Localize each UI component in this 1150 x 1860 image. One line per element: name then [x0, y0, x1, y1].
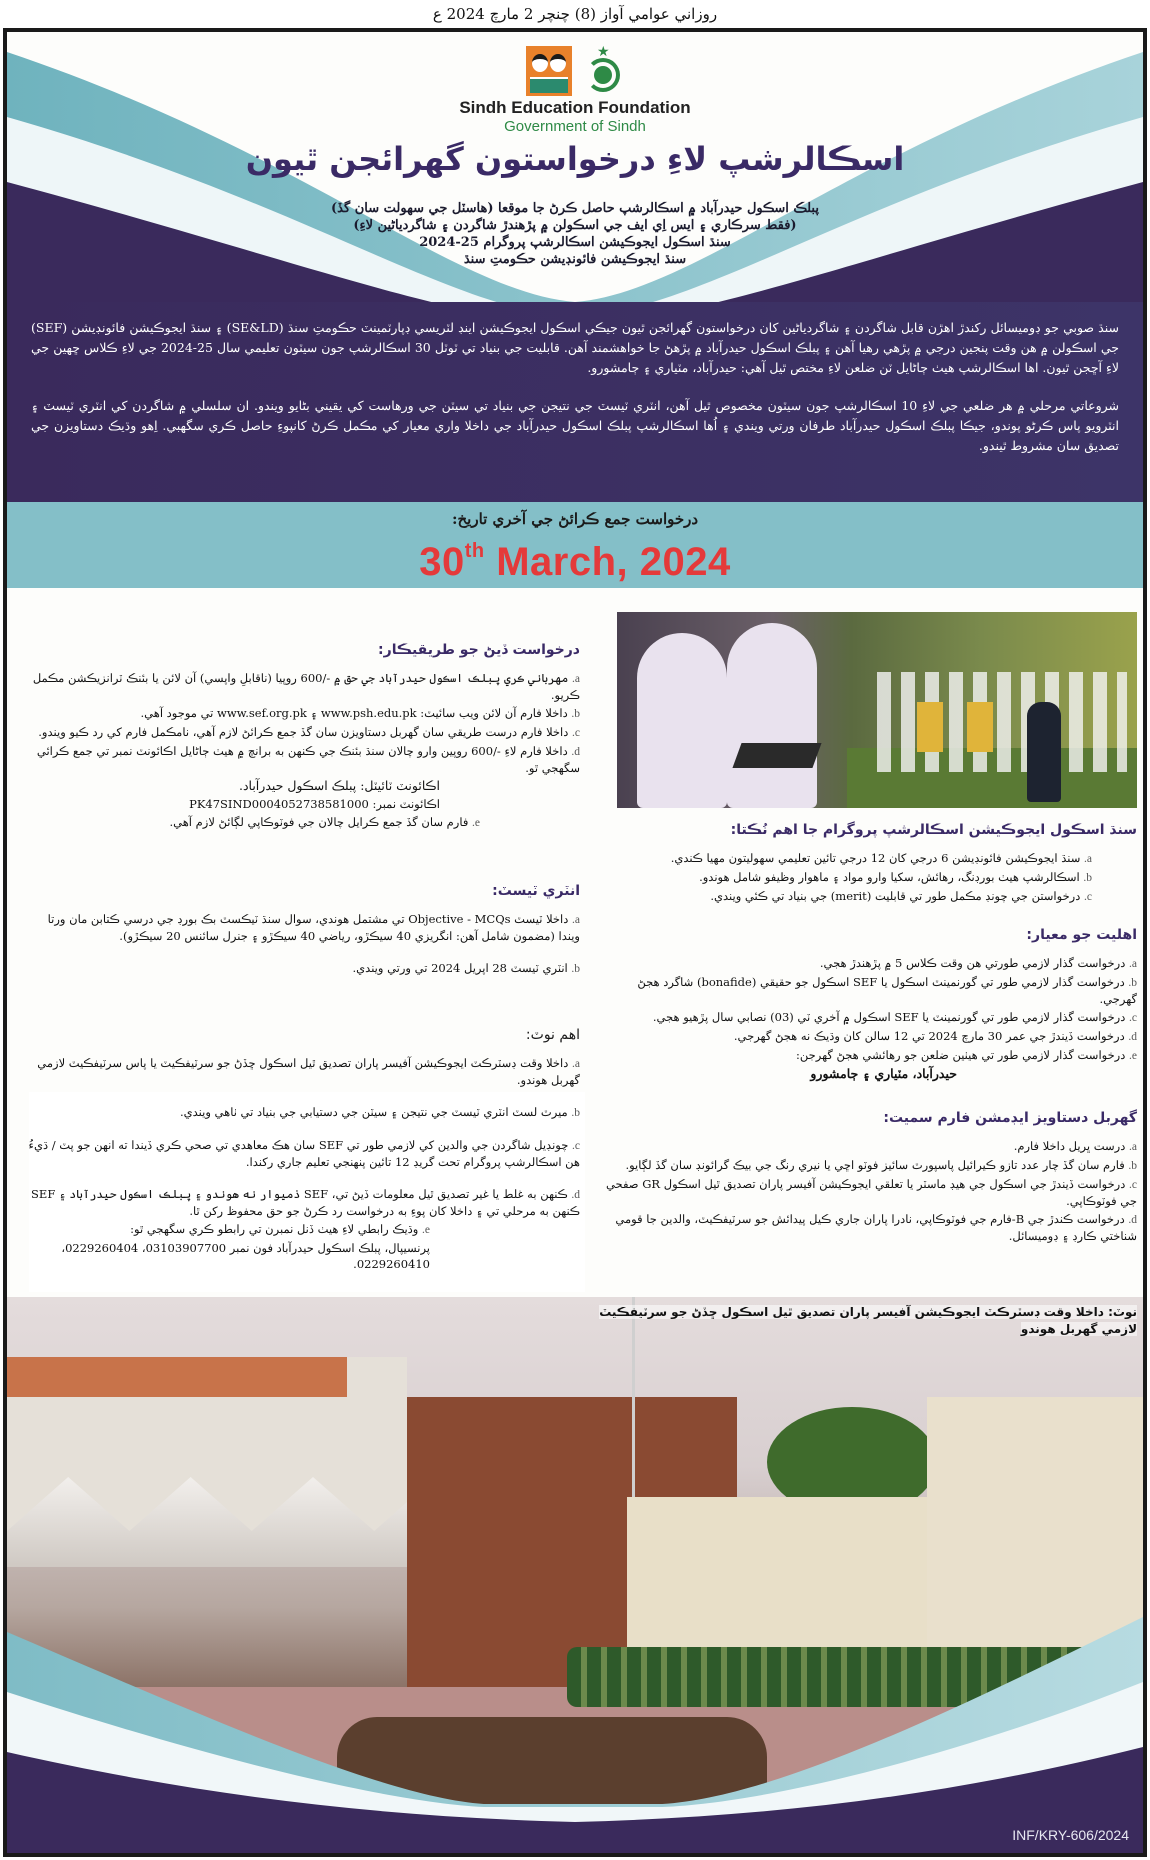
deadline-day: 30	[419, 540, 465, 584]
list-item: b. درخواست گذار لازمي طور تي گورنمينٽ اسڪول يا SEF اسڪول جو حقيقي (bonafide) شاگرد هجڻ گهرجي.	[637, 975, 1137, 1006]
entry-test-title: انٽري ٽيسٽ:	[492, 883, 580, 899]
deadline-month-year: March, 2024	[496, 540, 731, 584]
reference-code: INF/KRY-606/2024	[1012, 1827, 1129, 1843]
list-item: d. داخلا فارم لاءِ -/600 روپين وارو چالان سنڌ بئنڪ جي ڪنهن به برانچ ۾ هيٺ ڄاڻايل اڪائونٽ نمبر تي جمع ڪرائي سگهجي ٿو.	[36, 744, 580, 775]
subtitle-line: پبلڪ اسڪول حيدرآباد ۾ اسڪالرشپ حاصل ڪرڻ جا موقعا (هاسٽل جي سهولت سان گڏ)	[331, 201, 819, 216]
how-to-apply-title: درخواست ڏيڻ جو طريقيڪار:	[378, 642, 580, 658]
list-item: b. انٽري ٽيسٽ 28 اپريل 2024 تي ورتي ويندي.	[352, 961, 580, 975]
deadline-band	[7, 502, 1143, 588]
list-item: a. درست ڀريل داخلا فارم.	[1013, 1139, 1137, 1153]
list-item: a. درخواست گذار لازمي طورتي هن وقت ڪلاس 5 ۾ پڙهندڙ هجي.	[819, 956, 1137, 970]
list-item: e. فارم سان گڏ جمع ڪرايل چالان جي فوٽوڪاپي لڳائڻ لازم آهي.	[169, 815, 480, 829]
sindh-emblem-icon: ★	[582, 46, 624, 96]
list-item: b. ميرٽ لسٽ انٽري ٽيسٽ جي نتيجن ۽ سيٽن جي دستيابي جي بنياد تي ٺاهي ويندي.	[179, 1105, 580, 1119]
campus-photo	[7, 1297, 1143, 1857]
list-item: e. وڌيڪ رابطي لاءِ هيٺ ڏنل نمبرن تي رابطو ڪري سگهجي ٿو:	[130, 1222, 430, 1236]
intro-paragraph: شروعاتي مرحلي ۾ هر ضلعي جي لاءِ 10 اسڪالرشپ جون سيٽون مخصوص ٿيل آهن، انٽري ٽيسٽ جي نتيجن جي بنياد تي سيٽن جي ورهاست کي يقيني بڻايو ويندو. ان سلسلي ۾ شاگردن کي انٽري ٽيسٽ ۽ انٽرويو پاس ڪرڻو پوندو، جيڪا پبلڪ اسڪول حيدرآباد طرفان ورتي ويندي ۽ اُها اسڪالرشپ پبلڪ اسڪول حيدرآباد جي داخلا واري معيار کي مڪمل ڪرڻ کانپوءِ حاصل ڪري سگهبي. اِهو وڌيڪ دستاويزن جي تصديق سان مشروط ٿيندو.	[31, 398, 1120, 453]
footer-wave-decoration	[7, 1297, 1143, 1857]
list-item: c. درخواست ڏيندڙ جي اسڪول جي هيڊ ماسٽر يا تعلقي ايجوڪيشن آفيسر پاران تصديق ٿيل اسڪول GR صفحي جي فوٽوڪاپي.	[605, 1177, 1137, 1208]
account-title: اڪائونٽ ٽائيٽل: پبلڪ اسڪول حيدرآباد.	[238, 778, 440, 793]
list-item: a. مهرباني ڪري پبلڪ اسڪول حيدرآباد جي حق ۾ -/600 روپيا (ناقابلِ واپسي) آن لائن يا بئنڪ ٽرانزيڪشن مڪمل ڪريو.	[32, 671, 580, 702]
list-item: b. فارم سان گڏ چار عدد تازو ڪيرائيل پاسپورٽ سائيز فوٽو اڇي يا نيري رنگ جي بيڪ گرائونڊ سان گڏ لڳايو.	[625, 1158, 1137, 1172]
list-item: d. درخواست ڪندڙ جي B-فارم جي فوٽوڪاپي، نادرا پاران جاري ڪيل پيدائش جو سرٽيفڪيٽ، والدين جا قومي شناختي ڪارڊ ۽ ڊوميسائل.	[615, 1212, 1137, 1243]
sef-logo-icon	[526, 46, 572, 96]
org-subtitle: Government of Sindh	[504, 118, 646, 135]
list-item: d. ڪنهن به غلط يا غير تصديق ٿيل معلومات ڏيڻ تي، SEF ذميوار نه هوندو ۽ پبلڪ اسڪول حيدرآباد ۽ SEF ڪنهن به مرحلي تي ۽ داخلا کان پوءِ به درخواست رد ڪرڻ جو حق محفوظ رکن ٿا.	[31, 1187, 580, 1218]
logo-group	[7, 46, 1143, 96]
list-item: a. سنڌ ايجوڪيشن فائونڊيشن 6 درجي کان 12 درجي تائين تعليمي سهوليتون مهيا ڪندي.	[670, 851, 1092, 865]
list-item: e. درخواست گذار لازمي طور تي هيٺين ضلعن جو رهائشي هجڻ گهرجن:	[795, 1048, 1137, 1062]
list-item: c. درخواست گذار لازمي طور تي گورنمينٽ يا SEF اسڪول ۾ آخري ٽي (03) نصابي سال پڙهيو هجي.	[652, 1010, 1137, 1024]
newspaper-masthead: روزاني عوامي آواز (8) چنچر 2 مارچ 2024 ع	[432, 5, 718, 23]
list-item: c. داخلا فارم درست طريقي سان گهربل دستاويزن سان گڏ جمع ڪرائڻ لازم آهي، نامڪمل فارم کي رد ڪيو ويندو.	[38, 725, 580, 739]
subtitle-line: (فقط سرڪاري ۽ ايس اِي ايف جي اسڪولن ۾ پڙهندڙ شاگردن ۽ شاگردياڻين لاءِ)	[353, 218, 797, 233]
org-name: Sindh Education Foundation	[459, 98, 691, 117]
deadline-label: درخواست جمع ڪرائڻ جي آخري تاريخ:	[451, 510, 699, 528]
left-column	[25, 642, 580, 1274]
list-item: a. داخلا وقت ڊسٽرڪٽ ايجوڪيشن آفيسر پاران تصديق ٿيل اسڪول ڇڏڻ جو سرٽيفڪيٽ يا پاس سرٽيفڪيٽ لازمي گهربل هوندو.	[37, 1056, 580, 1087]
important-notes-title: اهم نوٽ:	[525, 1027, 580, 1043]
list-item: c. درخواستن جي چونڊ مڪمل طور تي قابليت (merit) جي بنياد تي ڪئي ويندي.	[710, 889, 1092, 903]
list-item: b. داخلا فارم آن لائن ويب سائيٽ: www.psh.edu.pk ۽ www.sef.org.pk تي موجود آهي.	[140, 706, 580, 720]
deadline-suffix: th	[464, 540, 485, 562]
required-documents-title: گهربل دستاويز ايڊمشن فارم سميت:	[883, 1110, 1137, 1126]
certificate-note: نوٽ: داخلا وقت ڊسٽرڪٽ ايجوڪيشن آفيسر پاران تصديق ٿيل اسڪول ڇڏڻ جو سرٽيفڪيٽ لازمي گهربل هوندو	[599, 1305, 1137, 1336]
deadline-date	[7, 528, 1143, 585]
subtitle-line: سنڌ اسڪول ايجوڪيشن اسڪالرشپ پروگرام 25-2024	[419, 235, 731, 250]
contact-phone-numbers: پرنسيپال، پبلڪ اسڪول حيدرآباد فون نمبر 03103907700، 0229260404، 0229260410.	[61, 1241, 430, 1271]
subtitle-line: سنڌ ايجوڪيشن فائونڊيشن حڪومتِ سنڌ	[463, 252, 687, 267]
account-number: اڪائونٽ نمبر: PK47SIND0004052738581000	[189, 797, 440, 811]
eligibility-title: اهليت جو معيار:	[1026, 927, 1137, 943]
eligible-districts: حيدرآباد، مٽياري ۽ ڄامشورو	[810, 1066, 957, 1081]
list-item: a. داخلا ٽيسٽ Objective - MCQs تي مشتمل هوندي، سوال سنڌ ٽيڪسٽ بڪ بورڊ جي درسي ڪتابن مان ورتا ويندا (مضمون شامل آهن: انگريزي 40 سيڪڙو، رياضي 40 سيڪڙو ۽ جنرل سائنس 20 سيڪڙو).	[47, 912, 580, 943]
header-subtitles	[7, 200, 1143, 268]
advertisement-page	[3, 28, 1147, 1857]
list-item: b. اسڪالرشپ هيٺ بورڊنگ، رهائش، سکيا وارو مواد ۽ ماهوار وظيفو شامل هوندو.	[699, 870, 1092, 884]
right-column	[597, 612, 1137, 1246]
list-item: c. چونڊيل شاگردن جي والدين کي لازمي طور تي SEF سان هڪ معاهدي تي صحي ڪري ڏيندا ته انهن جو پٽ / ڌيءُ هن اسڪالرشپ پروگرام تحت گريڊ 12 تائين پنهنجي تعليم جاري رکندا.	[28, 1138, 580, 1169]
list-item: d. درخواست ڏيندڙ جي عمر 30 مارچ 2024 تي 12 سالن کان وڌيڪ نه هجڻ گهرجي.	[733, 1029, 1137, 1043]
program-features-title: سنڌ اسڪول ايجوڪيشن اسڪالرشپ پروگرام جا اهم نُڪتا:	[730, 822, 1137, 838]
intro-section	[7, 302, 1143, 502]
page-title: اسڪالرشپ لاءِ درخواستون گهرائجن ٿيون	[245, 140, 905, 178]
students-photo	[617, 612, 1137, 808]
intro-paragraph: سنڌ صوبي جو ڊوميسائل رکندڙ اهڙن قابل شاگردن ۽ شاگردياڻين کان درخواستون گهرائجن ٿيون جيڪي اسڪول ايجوڪيشن اينڊ لٽريسي ڊپارٽمينٽ حڪومتِ سنڌ (SE&LD) ۽ سنڌ ايجوڪيشن فائونڊيشن (SEF) جي اسڪولن ۾ هن وقت پنجين درجي ۾ پڙهي رهيا آهن ۽ پبلڪ اسڪول حيدرآباد ۾ پڙهڻ جا خواهشمند آهن. قابليت جي بنياد تي ٽوٽل 30 اسڪالرشپ جون سيٽون تعليمي سال 25-2024 جي لاءِ ڪلاس ڇهين جي لاءِ آڇجن ٿيون. اها اسڪالرشپ هيٺ ڄاڻايل ٽن ضلعن لاءِ مختص ٿيل آهي: حيدرآباد، مٽياري ۽ ڄامشورو.	[31, 320, 1119, 375]
